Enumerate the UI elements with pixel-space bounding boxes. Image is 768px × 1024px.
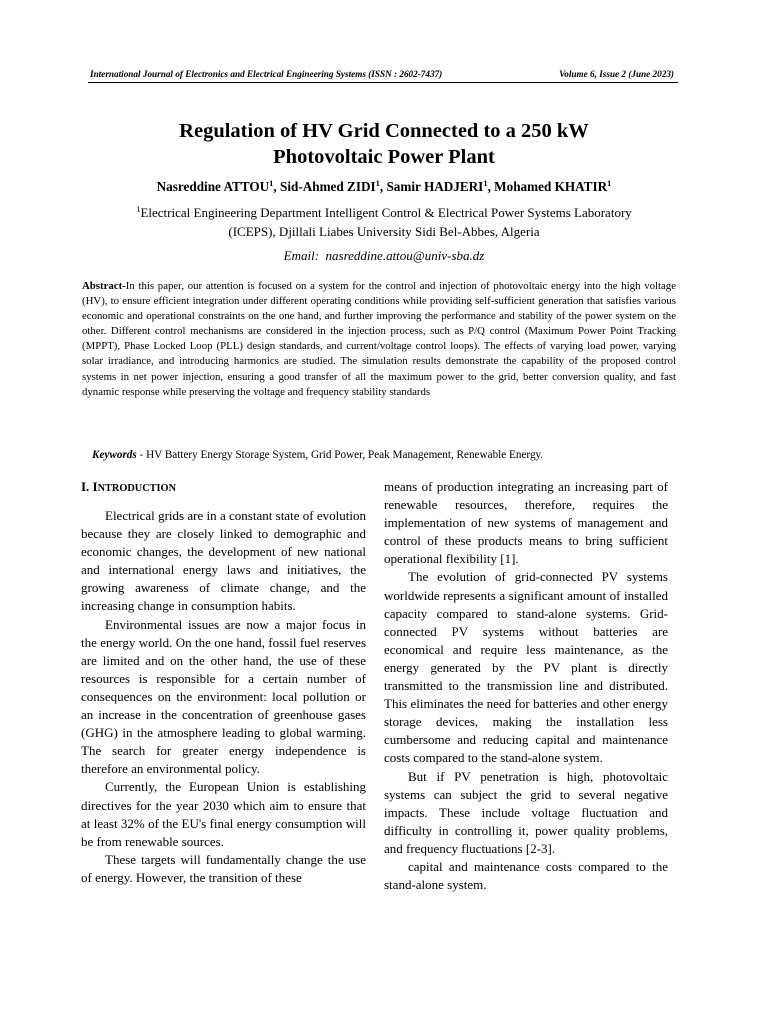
right-column [384,478,668,894]
keywords [92,448,682,463]
keywords-text: - HV Battery Energy Storage System, Grid Power, Peak Management, Renewable Energy. [136,449,544,461]
body-paragraph: Currently, the European Union is establishing directives for the year 2030 which aim to ensure that at least 32% of the EU's final energy consumption will be from renewable sources. [81,779,366,849]
volume-issue: Volume 6, Issue 2 (June 2023) [559,69,674,79]
author-name: Samir HADJERI [386,179,484,194]
body-paragraph-continued: means of production integrating an increasing part of renewable resources, therefore, requires the implementation of new systems of management and control of these products means to bring sufficient operational flexibility [1]. [384,479,668,567]
email-address[interactable]: nasreddine.attou@univ-sba.dz [325,248,485,263]
author-name: Sid-Ahmed ZIDI [279,179,376,194]
section-heading-text: NTRODUCTION [97,483,177,494]
affiliation-line-1: Electrical Engineering Department Intelligent Control & Electrical Power Systems Laboratory [140,205,632,220]
author-affiliation-mark: 1 [607,178,612,188]
author-separator: , [273,179,280,194]
author-separator: , [379,179,387,194]
author-name: Nasreddine ATTOU [156,179,270,194]
abstract [82,279,676,400]
affiliation-line-2: (ICEPS), Djillali Liabes University Sidi Bel-Abbes, Algeria [228,223,540,239]
author-affiliation-mark: 1 [483,178,488,188]
body-paragraph: The evolution of grid-connected PV systems worldwide represents a significant amount of installed capacity compared to stand-alone systems. Grid-connected PV systems without batteries are economical and require less maintenance, as the energy generated by the PV plant is directly transmitted to the transmission line and distributed. This eliminates the need for batteries and other energy storage devices, making the installation less cumbersome and reducing capital and maintenance costs compared to the stand-alone system. [384,569,668,766]
section-number: I. I [81,479,98,494]
author-name: Mohamed KHATIR [494,179,608,194]
body-paragraph: Environmental issues are now a major focus in the energy world. On the one hand, fossil fuel reserves are limited and on the other hand, the use of these resources is responsible for a certain number of consequences on the environment: local pollution or an increase in the concentration of greenhouse gases (GHG) in the atmosphere leading to global warming. The search for greater energy independence is therefore an environmental policy. [81,616,366,777]
affiliation [90,204,678,241]
journal-name: International Journal of Electronics and Electrical Engineering Systems (ISSN : 2602-7437) [90,69,443,79]
left-column [81,478,366,887]
body-paragraph: But if PV penetration is high, photovoltaic systems can subject the grid to several negative impacts. These include voltage fluctuation and difficulty in controlling it, power quality problems, and frequency fluctuations [2-3]. [384,768,668,856]
header-divider [88,82,678,83]
paper-title [100,118,668,170]
keywords-label: Keywords [92,449,137,461]
author-separator: , [487,179,495,194]
abstract-text: In this paper, our attention is focused on a system for the control and injection of photovoltaic energy into the high voltage (HV), to ensure efficient integration under different operating conditions while providing self-sufficient generation that satisfies various economic and operational constraints on the one hand, and further improving the performance and stability of the power system on the other. Different control mechanisms are considered in the injection process, such as P/Q control (Maximum Power Point Tracking (MPPT), Phase Locked Loop (PLL) design standards, and current/voltage control loops). The effects of varying load power, varying solar irradiance, and introducing harmonics are studied. The simulation results demonstrate the capability of the proposed control systems in net power injection, ensuring a good transfer of all the maximum power to the grid, better conversion quality, and fast dynamic response while preserving the voltage and frequency stability standards [82,280,676,398]
body-paragraph: Electrical grids are in a constant state of evolution because they are closely linked to demographic and economic changes, the development of new national and international energy laws and initiatives, the growing awareness of climate change, and the increasing change in consumption habits. [81,508,366,614]
title-line-1: Regulation of HV Grid Connected to a 250 kW [179,120,589,142]
body-paragraph: capital and maintenance costs compared to the stand-alone system. [384,858,668,893]
body-paragraph: These targets will fundamentally change the use of energy. However, the transition of these [81,851,366,885]
email-label: Email: [283,248,320,263]
author-affiliation-mark: 1 [375,178,380,188]
author-list [40,178,728,196]
author-affiliation-mark: 1 [269,178,274,188]
affiliation-mark: 1 [136,204,141,214]
contact-email [90,247,678,265]
abstract-label: Abstract- [82,280,126,292]
section-heading-introduction [81,478,366,497]
title-line-2: Photovoltaic Power Plant [273,146,495,168]
